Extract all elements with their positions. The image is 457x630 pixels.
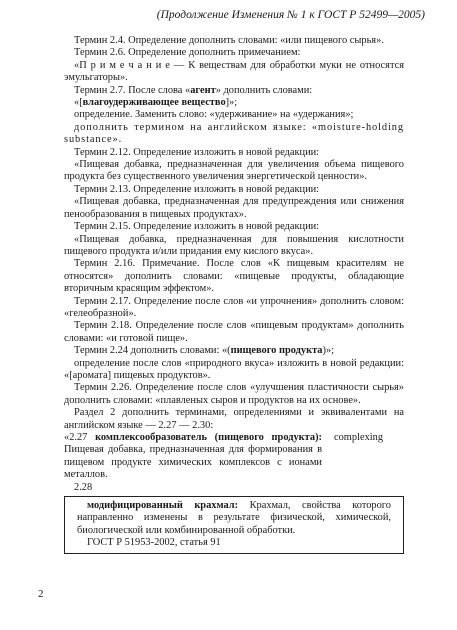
note-label: «П р и м е ч а н и е xyxy=(74,59,170,71)
paragraph: «Пищевая добавка, предназначенная для повышения кислотности пищевого продукта и/или придания ему кислого вкуса». xyxy=(64,233,404,257)
term-text: Пищевая добавка, предназначенная для формирования в пищевом продукте химических комплексов с ионами металлов. xyxy=(64,444,322,481)
definition-box xyxy=(64,496,404,554)
paragraph: определение после слов «природного вкуса» изложить в новой редакции: «[аромата] пищевых продуктов». xyxy=(64,357,404,381)
term-bold: модифицированный крахмал: xyxy=(87,500,239,512)
term-2-27-definition xyxy=(64,432,322,482)
paragraph xyxy=(64,60,404,85)
box-definition xyxy=(77,500,391,537)
paragraph: Термин 2.4. Определение дополнить словами: «или пищевого сырья». xyxy=(74,35,384,46)
text-span: Термин 2.7. После слова « xyxy=(74,84,191,96)
term-number: 2.28 xyxy=(74,481,93,493)
term-bold: пищевого продукта xyxy=(230,345,323,357)
text-span: «[ xyxy=(74,97,83,109)
term-2-27 xyxy=(64,432,404,482)
text-span: )»; xyxy=(322,345,335,357)
paragraph: Термин 2.12. Определение изложить в новой редакции: xyxy=(74,146,320,158)
term-bold: влагоудерживающее вещество xyxy=(82,97,226,109)
text-span: Термин 2.24 дополнить словами: «( xyxy=(74,345,231,357)
text-span: » дополнить словами: xyxy=(215,84,313,96)
running-header: (Продолжение Изменения № 1 к ГОСТ Р 52499—2005) xyxy=(156,9,425,21)
term-number: «2.27 xyxy=(64,432,96,443)
document-body xyxy=(64,35,404,554)
paragraph: Термин 2.6. Определение дополнить примечанием: xyxy=(74,47,301,59)
term-text: Крахмал, свойства которого направленно изменены в результате физической, химической, биологической или комбинированной обработки. xyxy=(77,500,392,536)
box-reference: ГОСТ Р 51953-2002, статья 91 xyxy=(87,537,221,549)
text-span: ]»; xyxy=(225,97,238,109)
paragraph: «Пищевая добавка, предназначенная для предупреждения или снижения пенообразования в пищевых продуктах». xyxy=(64,196,404,220)
paragraph: дополнить термином на английском языке: «moisture-holding substance». xyxy=(64,121,404,146)
english-equivalent: complexing xyxy=(334,432,384,443)
paragraph: Термин 2.15. Определение изложить в новой редакции: xyxy=(74,221,320,233)
paragraph: Термин 2.17. Определение после слов «и упрочнения» дополнить словом: «гелеобразной». xyxy=(64,295,404,319)
paragraph: определение. Заменить слово: «удерживание» на «удержания»; xyxy=(74,109,354,121)
paragraph: Термин 2.16. Примечание. После слов «К пищевым красителям не относятся» дополнить словами: «пищевые продукты, обладающие вторичным красящим эффектом». xyxy=(64,258,404,295)
term-bold: агент xyxy=(190,84,216,96)
note-text: — К веществам для обработки муки не относятся эмульгаторы». xyxy=(64,59,405,84)
paragraph: «Пищевая добавка, предназначенная для увеличения объема пищевого продукта без существенного увеличения энергетической ценности». xyxy=(64,159,404,183)
paragraph xyxy=(64,85,404,97)
paragraph xyxy=(64,345,404,357)
paragraph: Термин 2.26. Определение после слов «улучшения пластичности сырья» дополнить словами: «плавленых сыров и продуктов на их основе». xyxy=(64,382,404,406)
paragraph: Термин 2.13. Определение изложить в новой редакции: xyxy=(74,183,320,195)
term-bold: комплексообразователь (пищевого продукта): xyxy=(95,432,322,443)
paragraph: Раздел 2 дополнить терминами, определениями и эквивалентами на английском языке — 2.27 — 2.30: xyxy=(64,407,404,431)
paragraph: Термин 2.18. Определение после слов «пищевым продуктам» дополнить словами: «и готовой пище». xyxy=(64,320,404,344)
paragraph xyxy=(64,97,404,109)
page-number: 2 xyxy=(38,588,44,600)
